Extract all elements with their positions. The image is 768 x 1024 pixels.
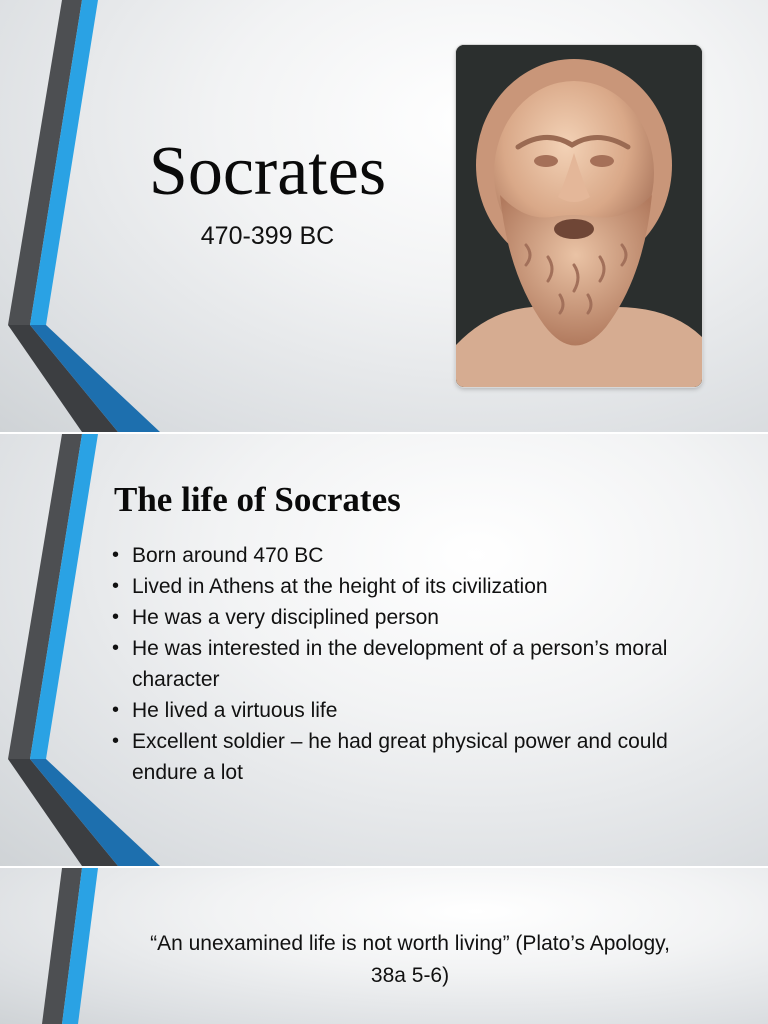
- slide-subtitle: 470-399 BC: [200, 222, 335, 250]
- slide-title: Socrates: [148, 133, 387, 210]
- list-item-text: Lived in Athens at the height of its civilization: [132, 575, 548, 598]
- quote-slide: [0, 868, 768, 1024]
- list-item: [110, 602, 710, 633]
- list-item: [110, 571, 710, 602]
- life-slide: [0, 434, 768, 866]
- bullet-list: [110, 540, 710, 788]
- bullet-icon: •: [112, 575, 120, 597]
- list-item-text: He was interested in the development of a person’s moral character: [132, 637, 668, 691]
- slide-title: The life of Socrates: [114, 480, 401, 519]
- list-item-text: Excellent soldier – he had great physical power and could endure a lot: [132, 730, 668, 784]
- quote-text: “An unexamined life is not worth living” (Plato’s Apology, 38a 5-6): [150, 932, 670, 987]
- bullet-icon: •: [112, 730, 120, 752]
- slide-decoration: [0, 0, 170, 432]
- socrates-portrait-image: [456, 45, 702, 387]
- list-item: [110, 695, 710, 726]
- bullet-icon: •: [112, 699, 120, 721]
- bullet-icon: •: [112, 637, 120, 659]
- title-slide: [0, 0, 768, 432]
- list-item-text: He was a very disciplined person: [132, 606, 439, 629]
- bullet-icon: •: [112, 544, 120, 566]
- list-item: [110, 633, 710, 695]
- list-item: [110, 726, 710, 788]
- list-item-text: He lived a virtuous life: [132, 699, 338, 722]
- bullet-icon: •: [112, 606, 120, 628]
- list-item: [110, 540, 710, 571]
- list-item-text: Born around 470 BC: [132, 544, 324, 567]
